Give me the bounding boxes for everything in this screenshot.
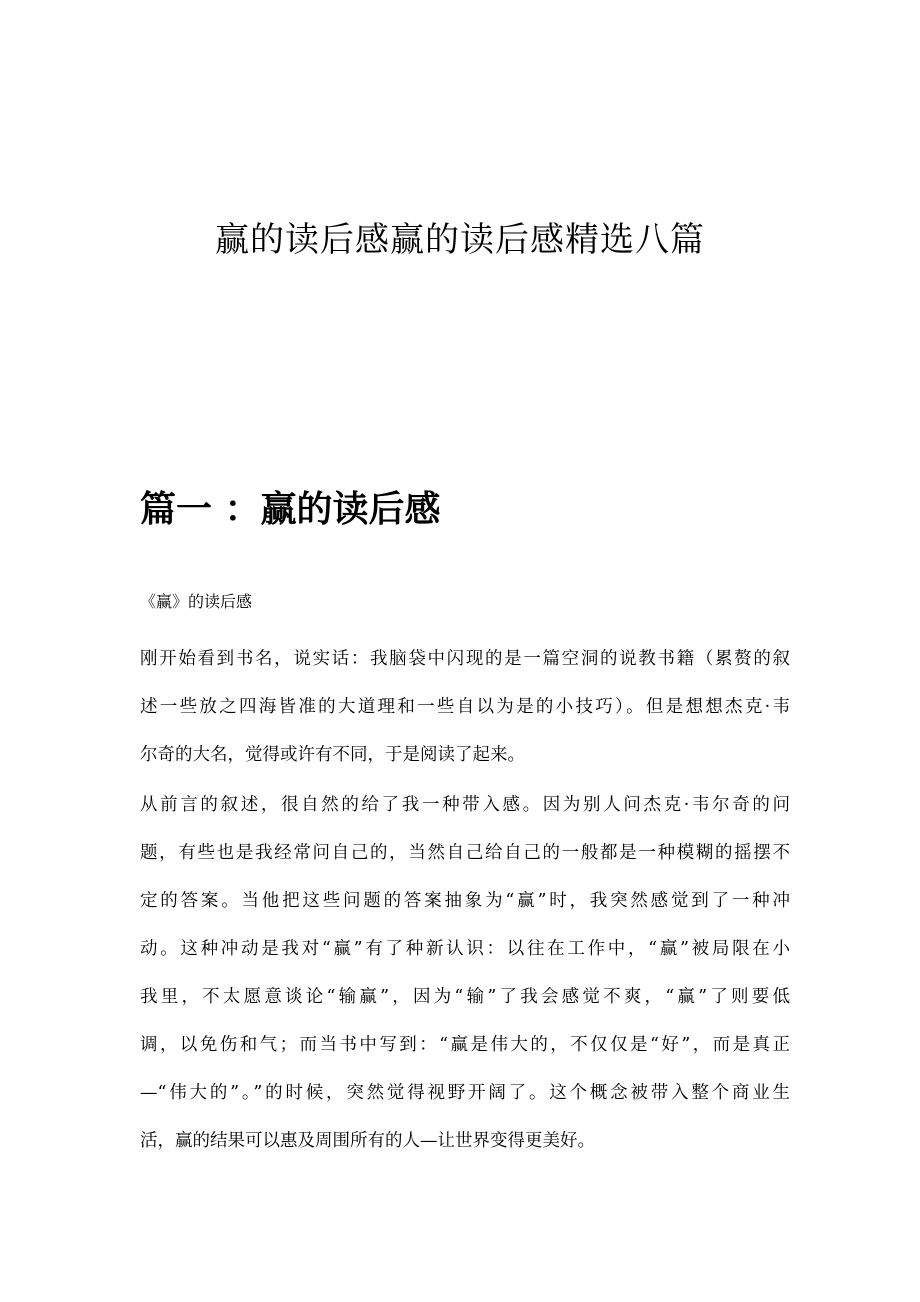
section-heading: 篇一 ：赢的读后感 — [140, 489, 441, 530]
paragraph-line: 定的答案。当他把这些问题的答案抽象为“赢”时，我突然感觉到了一种冲 — [140, 891, 790, 911]
paragraph-line: 动。这种冲动是我对“赢”有了种新认识：以往在工作中，“赢”被局限在小 — [140, 939, 790, 959]
article-subtitle: 《赢》的读后感 — [140, 592, 253, 611]
paragraph-line: 述一些放之四海皆准的大道理和一些自以为是的小技巧）。但是想想杰克·韦 — [140, 697, 790, 717]
paragraph-line: 调，以免伤和气；而当书中写到：“赢是伟大的，不仅仅是“好”，而是真正 — [140, 1035, 790, 1055]
paragraph-2 — [140, 781, 790, 1165]
paragraph-line: 题，有些也是我经常问自己的，当然自己给自己的一般都是一种模糊的摇摆不 — [140, 843, 790, 863]
paragraph-line: 活，赢的结果可以惠及周围所有的人—让世界变得更美好。 — [140, 1131, 595, 1151]
paragraph-line: 尔奇的大名，觉得或许有不同，于是阅读了起来。 — [140, 745, 525, 765]
paragraph-line: 我里，不太愿意谈论“输赢”，因为“输”了我会感觉不爽，“赢”了则要低 — [140, 987, 790, 1007]
paragraph-line: 刚开始看到书名，说实话：我脑袋中闪现的是一篇空洞的说教书籍（累赘的叙 — [140, 649, 790, 669]
document-title: 赢的读后感赢的读后感精选八篇 — [215, 220, 705, 260]
paragraph-1 — [140, 635, 790, 779]
paragraph-line: 从前言的叙述，很自然的给了我一种带入感。因为别人问杰克·韦尔奇的问 — [140, 795, 790, 815]
paragraph-line: —“伟大的”。”的时候，突然觉得视野开阔了。这个概念被带入整个商业生 — [140, 1083, 790, 1103]
